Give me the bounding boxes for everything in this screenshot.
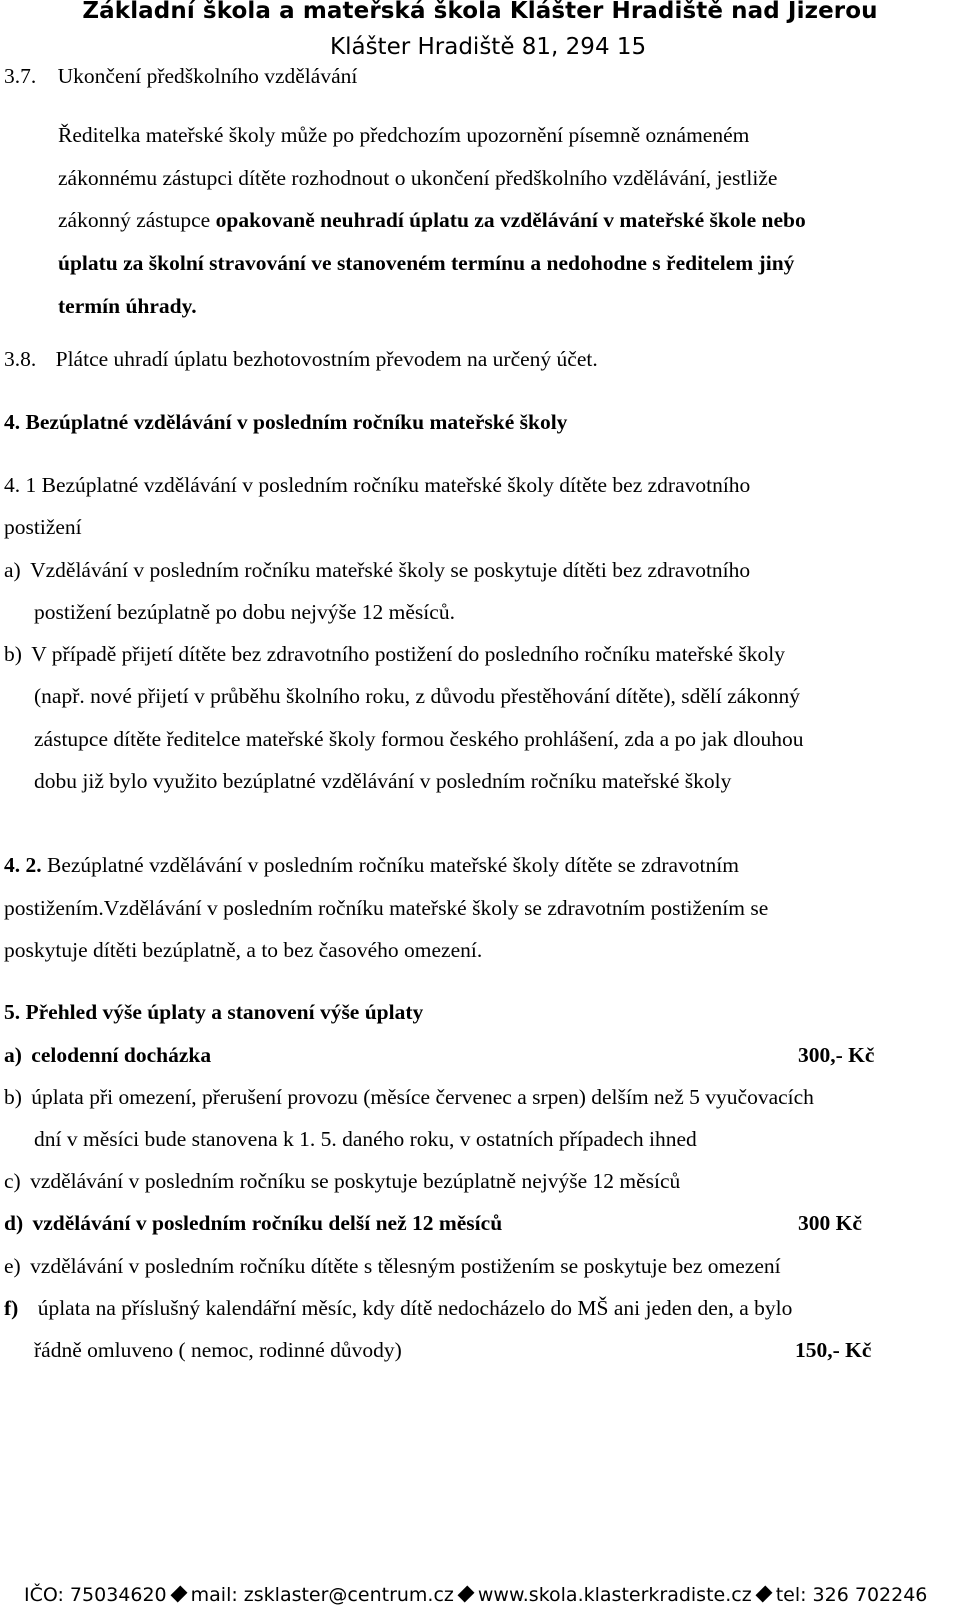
list-text: V případě přijetí dítěte bez zdravotního postižení do posledního ročníku mateřské školy: [31, 642, 786, 666]
paragraph-line: zákonnému zástupci dítěte rozhodnout o ukončení předškolního vzdělávání, jestliže: [58, 166, 778, 190]
paragraph-line: [58, 208, 806, 233]
diamond-icon: [170, 1586, 187, 1603]
list-item-a: [4, 558, 750, 583]
list-text-continuation: postižení bezúplatně po dobu nejvýše 12 měsíců.: [34, 600, 455, 624]
school-address: Klášter Hradiště 81, 294 15: [330, 34, 647, 60]
footer-contact: [24, 1584, 927, 1606]
diamond-icon: [755, 1586, 772, 1603]
paragraph-line: postižením.Vzdělávání v posledním ročníku mateřské školy se zdravotním postižením se: [4, 896, 769, 920]
fee-text: úplata při omezení, přerušení provozu (měsíce červenec a srpen) delším než 5 vyučovacích: [31, 1085, 814, 1109]
list-marker: a): [4, 1043, 22, 1067]
footer-mail: mail: zsklaster@centrum.cz: [190, 1584, 454, 1606]
fee-text-continuation: dní v měsíci bude stanovena k 1. 5. daného roku, v ostatních případech ihned: [34, 1127, 697, 1151]
paragraph-line: Ředitelka mateřské školy může po předchozím upozornění písemně oznámeném: [58, 123, 750, 147]
section-5-heading: 5. Přehled výše úplaty a stanovení výše úplaty: [4, 1000, 424, 1024]
paragraph-line: termín úhrady.: [58, 294, 197, 318]
list-marker: f): [4, 1296, 19, 1320]
fee-item-d: [4, 1211, 502, 1236]
fee-price: 300 Kč: [798, 1211, 862, 1235]
fee-text: vzdělávání v posledním ročníku delší než 12 měsíců: [32, 1211, 503, 1235]
fee-price: 300,- Kč: [798, 1043, 875, 1067]
fee-text-continuation: řádně omluveno ( nemoc, rodinné důvody): [34, 1338, 402, 1362]
section-4-2: [4, 853, 739, 878]
section-number: 3.7.: [4, 64, 37, 88]
fee-text: úplata na příslušný kalendářní měsíc, kdy dítě nedocházelo do MŠ ani jeden den, a bylo: [37, 1296, 793, 1320]
fee-text: vzdělávání v posledním ročníku se poskytuje bezúplatně nejvýše 12 měsíců: [30, 1169, 681, 1193]
paragraph-bold-text: opakovaně neuhradí úplatu za vzdělávání v mateřské škole nebo: [215, 208, 806, 232]
section-title: Ukončení předškolního vzdělávání: [57, 64, 358, 88]
fee-text: celodenní docházka: [31, 1043, 212, 1067]
section-3-8: [4, 347, 598, 372]
fee-item-f: [4, 1296, 792, 1321]
fee-price: 150,- Kč: [795, 1338, 872, 1362]
list-item-b: [4, 642, 785, 667]
list-marker: b): [4, 1085, 22, 1109]
section-text: Bezúplatné vzdělávání v posledním ročníku mateřské školy dítěte se zdravotním: [41, 853, 739, 877]
paragraph-line: poskytuje dítěti bezúplatně, a to bez časového omezení.: [4, 938, 483, 962]
paragraph-text: zákonný zástupce: [58, 208, 216, 232]
fee-item-b: [4, 1085, 814, 1110]
fee-item-c: [4, 1169, 680, 1194]
list-text: Vzdělávání v posledním ročníku mateřské školy se poskytuje dítěti bez zdravotního: [30, 558, 751, 582]
list-text-continuation: (např. nové přijetí v průběhu školního roku, z důvodu přestěhování dítěte), sdělí zákonný: [34, 684, 801, 708]
footer-tel: tel: 326 702246: [775, 1584, 928, 1606]
fee-item-a: [4, 1043, 211, 1068]
section-text: Plátce uhradí úplatu bezhotovostním převodem na určený účet.: [55, 347, 598, 371]
list-text-continuation: dobu již bylo využito bezúplatné vzdělávání v posledním ročníku mateřské školy: [34, 769, 732, 793]
section-number: 4. 2.: [4, 853, 42, 877]
school-name: Základní škola a mateřská škola Klášter Hradiště nad Jizerou: [82, 0, 878, 24]
paragraph-line: úplatu za školní stravování ve stanoveném termínu a nedohodne s ředitelem jiný: [58, 251, 795, 275]
footer-ico: IČO: 75034620: [24, 1584, 167, 1606]
diamond-icon: [457, 1586, 474, 1603]
list-marker: e): [4, 1254, 21, 1278]
list-marker: a): [4, 558, 21, 582]
list-marker: b): [4, 642, 22, 666]
paragraph-line: postižení: [4, 515, 82, 539]
section-3-7-heading: [4, 64, 357, 89]
list-marker: d): [4, 1211, 24, 1235]
list-text-continuation: zástupce dítěte ředitelce mateřské školy formou českého prohlášení, zda a po jak dlouhou: [34, 727, 804, 751]
fee-text: vzdělávání v posledním ročníku dítěte s tělesným postižením se poskytuje bez omezení: [30, 1254, 781, 1278]
section-4-heading: 4. Bezúplatné vzdělávání v posledním ročníku mateřské školy: [4, 410, 568, 434]
footer-web: www.skola.klasterkradiste.cz: [477, 1584, 752, 1606]
paragraph-line: 4. 1 Bezúplatné vzdělávání v posledním ročníku mateřské školy dítěte bez zdravotního: [4, 473, 751, 497]
fee-item-e: [4, 1254, 781, 1279]
section-number: 3.8.: [4, 347, 37, 371]
list-marker: c): [4, 1169, 21, 1193]
